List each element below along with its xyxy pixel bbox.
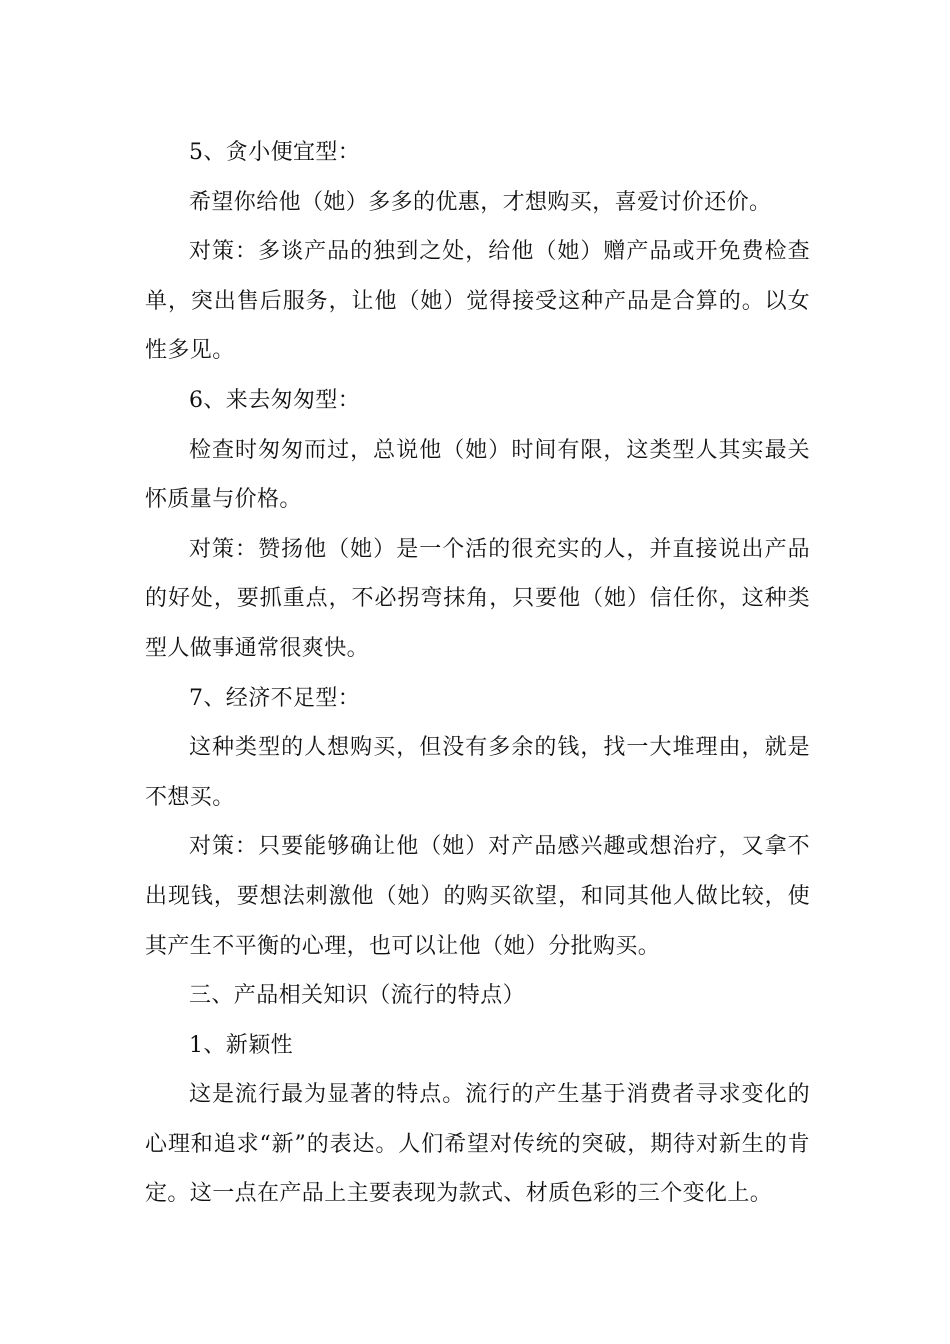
heading-novelty: 1、新颖性: [189, 1032, 293, 1058]
paragraph-type-7-strategy: 对策：只要能够确让他（她）对产品感兴趣或想治疗，又拿不出现钱，要想法刺激他（她）的购买欲望，和同其他人做比较，使其产生不平衡的心理，也可以让他（她）分批购买。: [145, 834, 810, 959]
paragraph-novelty: 这是流行最为显著的特点。流行的产生基于消费者寻求变化的心理和追求“新”的表达。人们希望对传统的突破，期待对新生的肯定。这一点在产品上主要表现为款式、材质色彩的三个变化上。: [145, 1082, 810, 1207]
paragraph-type-6-strategy: 对策：赞扬他（她）是一个活的很充实的人，并直接说出产品的好处，要抓重点，不必拐弯抹角，只要他（她）信任你，这种类型人做事通常很爽快。: [145, 536, 810, 661]
paragraph-type-7-description: 这种类型的人想购买，但没有多余的钱，找一大堆理由，就是不想买。: [145, 735, 810, 810]
paragraph-type-6-description: 检查时匆匆而过，总说他（她）时间有限，这类型人其实最关怀质量与价格。: [145, 437, 810, 513]
section-heading-product-knowledge: 三、产品相关知识（流行的特点）: [189, 983, 526, 1009]
paragraph-type-5-description: 希望你给他（她）多多的优惠，才想购买，喜爱讨价还价。: [189, 189, 772, 215]
heading-type-7: 7、经济不足型：: [189, 685, 361, 711]
heading-type-5: 5、贪小便宜型：: [189, 140, 361, 165]
paragraph-type-5-strategy: 对策：多谈产品的独到之处，给他（她）赠产品或开免费检查单，突出售后服务，让他（她）觉得接受这种产品是合算的。以女性多见。: [145, 239, 810, 364]
document-body: [145, 128, 810, 1219]
heading-type-6: 6、来去匆匆型：: [189, 387, 361, 413]
